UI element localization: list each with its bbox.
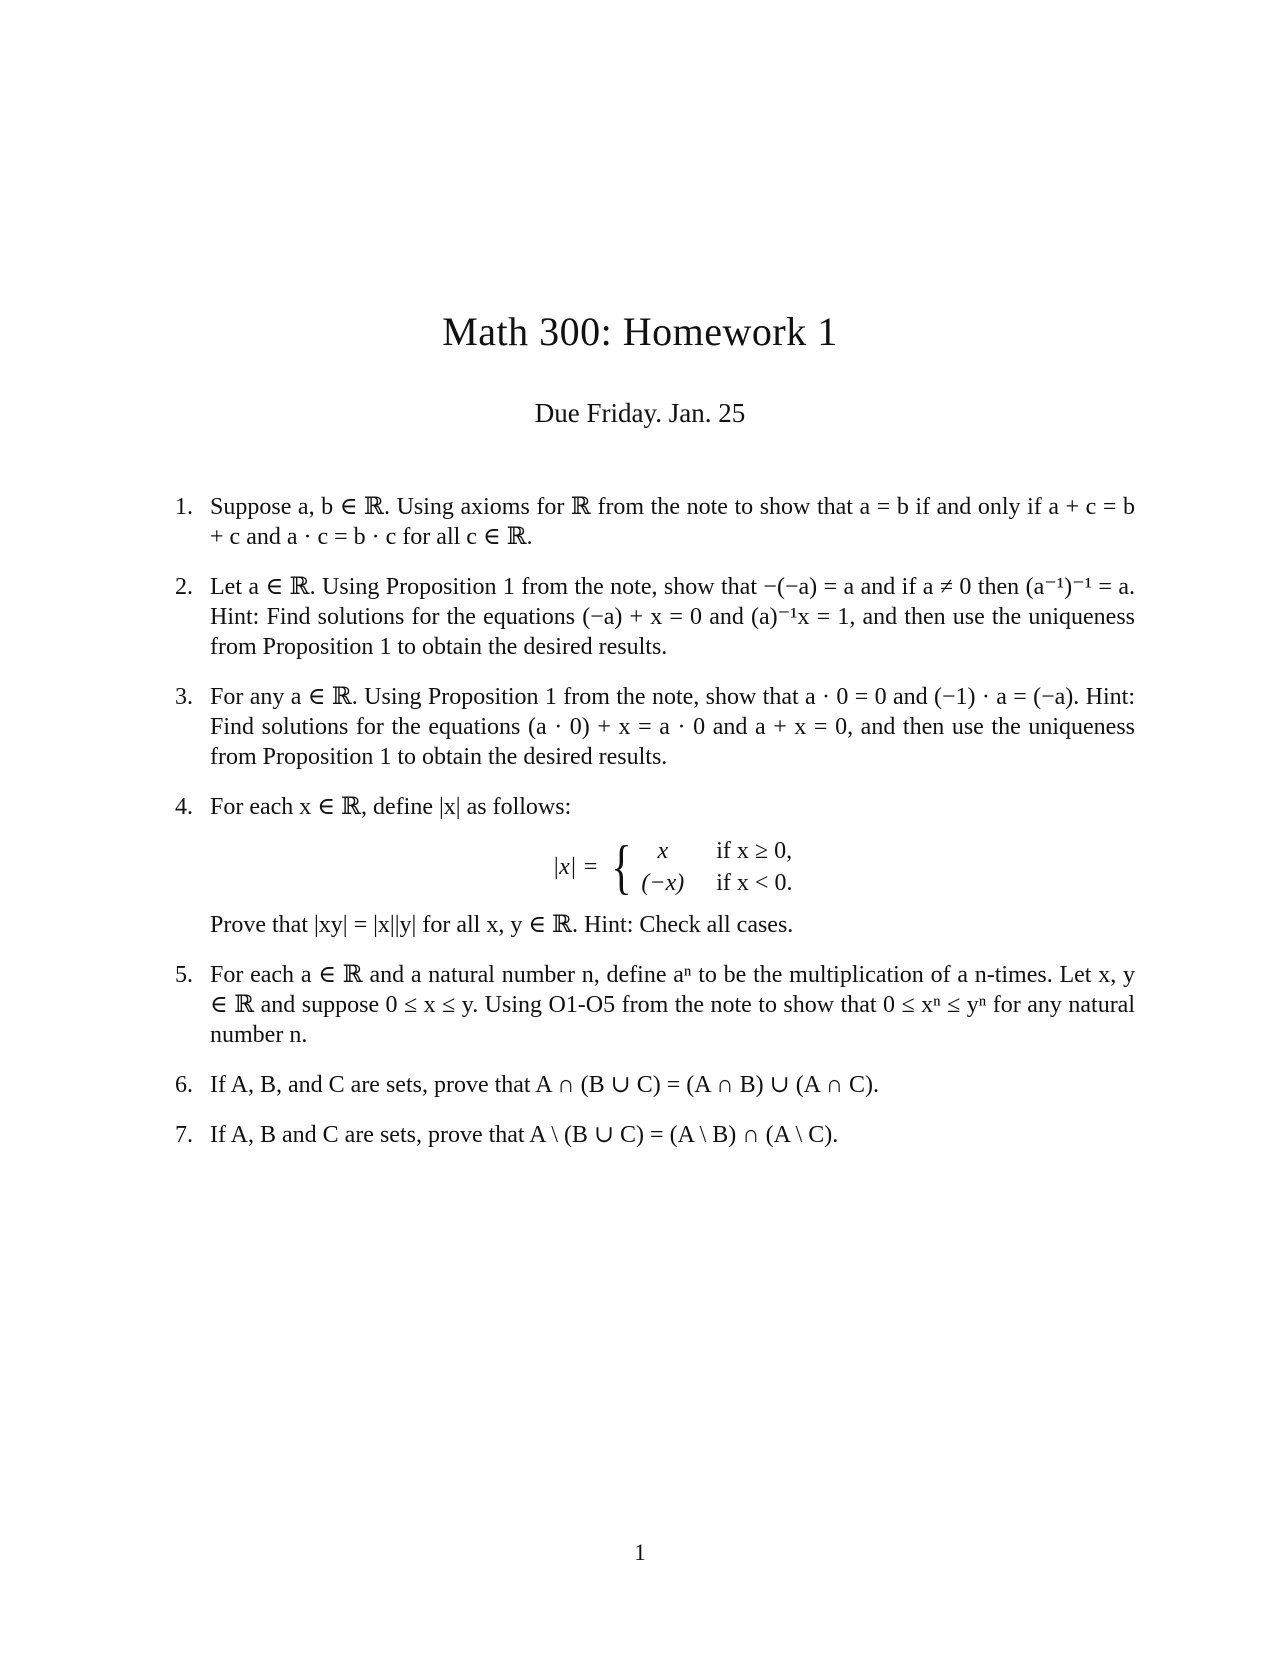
case-condition: if x ≥ 0,	[716, 838, 793, 864]
problem-followup-text: Prove that |xy| = |x||y| for all x, y ∈ ℝ. Hint: Check all cases.	[210, 912, 794, 938]
problem-text: For each a ∈ ℝ and a natural number n, define aⁿ to be the multiplication of a n-times. Let x, y ∈ ℝ and suppose 0 ≤ x ≤ y. Using O1-O5 from the note to show that 0 ≤ xⁿ ≤ yⁿ for any natural number n.	[210, 962, 1135, 1048]
piecewise-cases	[641, 836, 792, 898]
case-value: x	[657, 838, 669, 864]
problem-1	[175, 492, 1135, 552]
problem-list	[175, 492, 1135, 1170]
case-condition: if x < 0.	[716, 870, 793, 896]
problem-text: Suppose a, b ∈ ℝ. Using axioms for ℝ from the note to show that a = b if and only if a + c = b + c and a · c = b · c for all c ∈ ℝ.	[210, 494, 1135, 550]
piecewise-lhs: |x| =	[552, 854, 599, 880]
problem-text: For each x ∈ ℝ, define |x| as follows:	[210, 794, 572, 820]
problem-number: 6.	[175, 1072, 193, 1098]
problem-5	[175, 960, 1135, 1050]
problem-6	[175, 1070, 1135, 1100]
page-number: 1	[634, 1540, 646, 1565]
problem-text: Let a ∈ ℝ. Using Proposition 1 from the note, show that −(−a) = a and if a ≠ 0 then (a⁻¹)⁻¹ = a. Hint: Find solutions for the equations (−a) + x = 0 and (a)⁻¹x = 1, and then use the uniqueness from Proposition 1 to obtain the desired results.	[210, 574, 1135, 660]
problem-text: For any a ∈ ℝ. Using Proposition 1 from the note, show that a · 0 = 0 and (−1) · a = (−a). Hint: Find solutions for the equations (a · 0) + x = a · 0 and a + x = 0, and then use the uniqueness from Proposition 1 to obtain the desired results.	[210, 684, 1135, 770]
problem-3	[175, 682, 1135, 772]
due-date: Due Friday. Jan. 25	[534, 398, 746, 428]
problem-number: 1.	[175, 494, 193, 520]
problem-4	[175, 792, 1135, 940]
case-value: (−x)	[641, 870, 685, 896]
problem-text: If A, B and C are sets, prove that A \ (B ∪ C) = (A \ B) ∩ (A \ C).	[210, 1122, 839, 1148]
problem-number: 3.	[175, 684, 193, 710]
page-title: Math 300: Homework 1	[442, 309, 838, 354]
problem-number: 5.	[175, 962, 193, 988]
problem-text: If A, B, and C are sets, prove that A ∩ (B ∪ C) = (A ∩ B) ∪ (A ∩ C).	[210, 1072, 880, 1098]
problem-number: 4.	[175, 794, 193, 820]
problem-2	[175, 572, 1135, 662]
left-brace: {	[610, 834, 632, 900]
problem-number: 7.	[175, 1122, 193, 1148]
absolute-value-definition	[210, 836, 1135, 898]
problem-number: 2.	[175, 574, 193, 600]
problem-7	[175, 1120, 1135, 1150]
